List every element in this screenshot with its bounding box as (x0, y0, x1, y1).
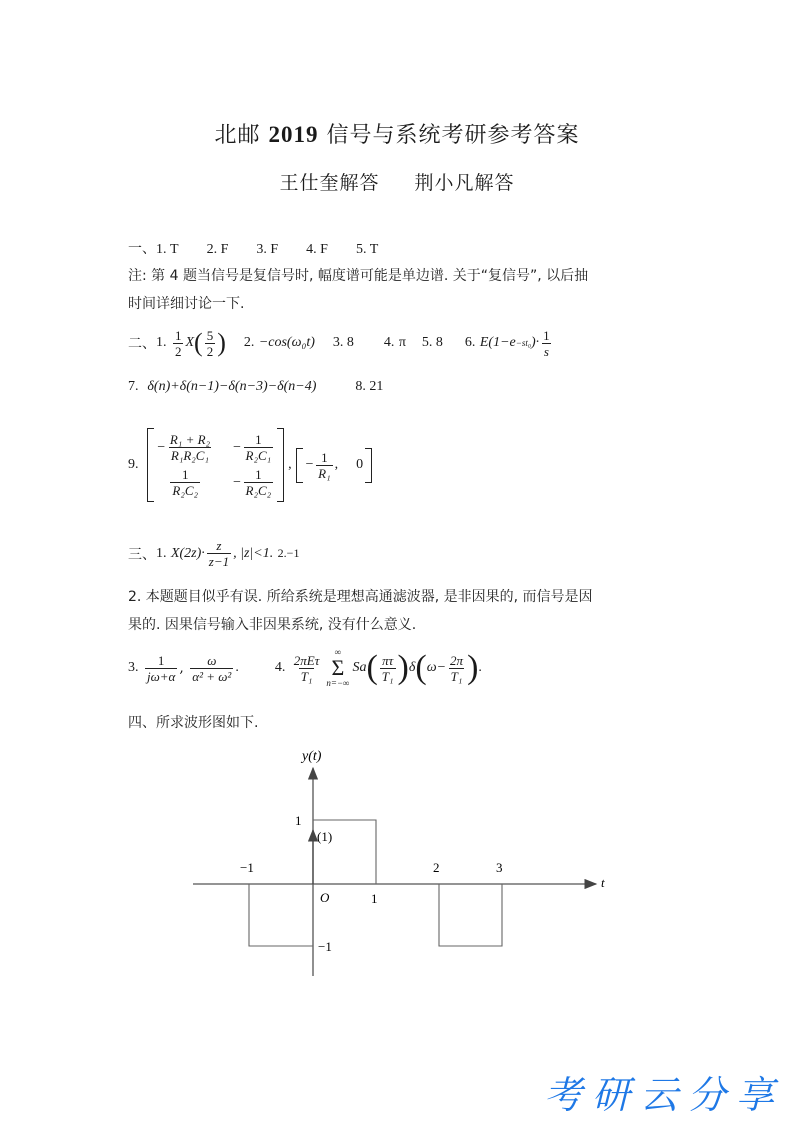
q4-value: π (398, 335, 406, 350)
author-2: 荆小凡解答 (414, 172, 515, 194)
s3-q1-roc: , |z|<1. (233, 545, 274, 561)
author-1: 王仕奎解答 (279, 172, 380, 194)
delta-symbol: δ (408, 660, 416, 675)
section-1-note-line-1: 注: 第 4 题当信号是复信号时, 幅度谱可能是单边谱. 关于“复信号”, 以后抽 (128, 268, 589, 284)
s3-q3-f2-num: ω (207, 652, 217, 668)
section-3-label: 三、 (128, 546, 156, 563)
q5-answer: 5. 8 (421, 335, 443, 350)
s3-q4-number: 4. (274, 660, 286, 675)
m10-den: R₂C₂ (172, 483, 199, 498)
q3-answer: 3. 8 (332, 335, 354, 350)
x-tick-1: 1 (371, 891, 378, 906)
s3-q3-f1-num: 1 (157, 652, 165, 668)
q6-expression: E(1−e (479, 335, 516, 350)
q2-expression: −cos(ω₀t) (258, 335, 315, 350)
delta-expr: ω− (426, 660, 447, 675)
s3-q1-extra: 2.−1 (277, 546, 300, 560)
q6-number: 6. (464, 335, 476, 350)
q1-number: 1. (156, 335, 167, 350)
delta-num: 2π (450, 652, 464, 668)
m00-num: R₁ + R₂ (169, 432, 211, 447)
answer-4: 4. F (306, 242, 328, 257)
x-label: t (601, 875, 605, 890)
r0-den: R₁ (318, 465, 331, 481)
y-label: y(t) (302, 749, 322, 764)
s3-q1-number: 1. (156, 545, 167, 561)
s3-q1-expression: X(2z)· (170, 545, 205, 561)
sum-upper: ∞ (334, 647, 342, 657)
q7-number: 7. (128, 379, 139, 394)
m11-num: 1 (255, 467, 262, 482)
origin-label: O (320, 890, 330, 905)
q6-frac-den: s (543, 343, 549, 359)
m10-num: 1 (181, 467, 189, 482)
r1-value: 0 (356, 457, 364, 472)
section-3-q2-line-1: 2. 本题题目似乎有误. 所给系统是理想高通滤波器, 是非因果的, 而信号是因 (128, 589, 593, 605)
s3-q4-coef-num: 2πEτ (293, 652, 320, 668)
q1-frac-den: 2 (174, 343, 182, 359)
section-2-answers-row-1: 二、 1. $\frac{1}{2}$ X ( $\frac{5}{2}$ ) 2. −cos(ω₀t) 3. 8 4. π 5. 8 6. E(1−e −st₀ )· $\frac{1}{s}$ (128, 327, 550, 359)
q8-answer: 8. 21 (355, 379, 384, 394)
q1-arg-den: 2 (206, 343, 214, 359)
s3-q4-end: . (478, 660, 482, 675)
segment-neg1-0 (249, 884, 313, 946)
title-year: 2019 (268, 122, 319, 147)
q9-number: 9. (128, 457, 139, 472)
q9-separator: , (288, 457, 292, 472)
sa-den: T₁ (381, 668, 394, 684)
s3-q1-frac-den: z−1 (208, 554, 230, 569)
s3-q3-number: 3. (128, 660, 139, 675)
section-1-note-line-2: 时间详细讨论一下. (128, 296, 245, 312)
sum-lower: n=−∞ (326, 678, 350, 688)
answer-5: 5. T (355, 242, 379, 257)
section-3-q3-q4: 3. $\frac{1}{j\omega+\alpha}$ , $\frac{\omega}{\text{α² + ω²}}$ . 4. $\frac{\text{2πEτ}}{\text{T₁}}$ ∞ Σ n=−∞ Sa ( $\frac{\pi\tau}{\text{T₁}}$ ) δ ( ω− $\frac{2\pi}{\text{T₁}}$ ) . (128, 647, 482, 688)
q6-close: )· (530, 335, 540, 350)
section-4-label: 四、所求波形图如下. (128, 715, 259, 731)
m00-den: R₁R₂C₁ (170, 448, 210, 463)
answer-2: 2. F (206, 242, 229, 257)
r0-num: 1 (321, 449, 328, 465)
answer-1: 1. T (156, 242, 179, 257)
sa-function: Sa (352, 660, 367, 675)
q2-number: 2. (243, 335, 255, 350)
s3-q3-f2-den: α² + ω² (192, 668, 232, 684)
section-1-label: 一、 (128, 241, 156, 257)
segment-2-3 (439, 884, 502, 946)
x-tick-2: 2 (433, 860, 440, 875)
m00-sign: − (156, 439, 166, 455)
impulse-weight: (1) (317, 829, 333, 844)
sum-sigma: Σ (331, 655, 345, 680)
sa-num: πτ (382, 652, 394, 668)
m01-den: R₂C₁ (245, 448, 272, 463)
s3-q3-f1-den: jω+α (146, 668, 176, 684)
q6-exponent: −st₀ (515, 338, 531, 348)
section-2-label: 二、 (128, 336, 156, 352)
s3-q3-end: . (235, 660, 239, 675)
q7-expression: δ(n)+δ(n−1)−δ(n−3)−δ(n−4) (147, 379, 317, 394)
y-tick-1: 1 (295, 813, 302, 828)
y-tick-neg1: −1 (318, 939, 332, 954)
watermark-logo: 考研云分享 (543, 1073, 784, 1117)
q1-func: X (185, 335, 195, 350)
title-prefix: 北邮 (214, 123, 261, 148)
r0-comma: , (334, 457, 339, 472)
section-3-q2-line-2: 果的. 因果信号输入非因果系统, 没有什么意义. (128, 617, 417, 633)
s3-q1-frac-num: z (216, 538, 222, 553)
q1-arg-num: 5 (206, 327, 214, 343)
delta-den: T₁ (450, 668, 463, 684)
answer-3: 3. F (256, 242, 279, 257)
m11-sign: − (232, 474, 242, 490)
r0-sign: − (304, 457, 315, 472)
q1-frac-num: 1 (174, 327, 182, 343)
title-suffix: 信号与系统考研参考答案 (326, 123, 580, 148)
m11-den: R₂C₂ (245, 483, 272, 498)
m01-num: 1 (255, 432, 262, 447)
x-tick-neg1: −1 (240, 860, 254, 875)
x-tick-3: 3 (496, 860, 503, 875)
s3-q4-coef-den: T₁ (300, 668, 313, 684)
q6-frac-num: 1 (543, 327, 550, 343)
m01-sign: − (232, 439, 242, 455)
q4-number: 4. (383, 335, 395, 350)
